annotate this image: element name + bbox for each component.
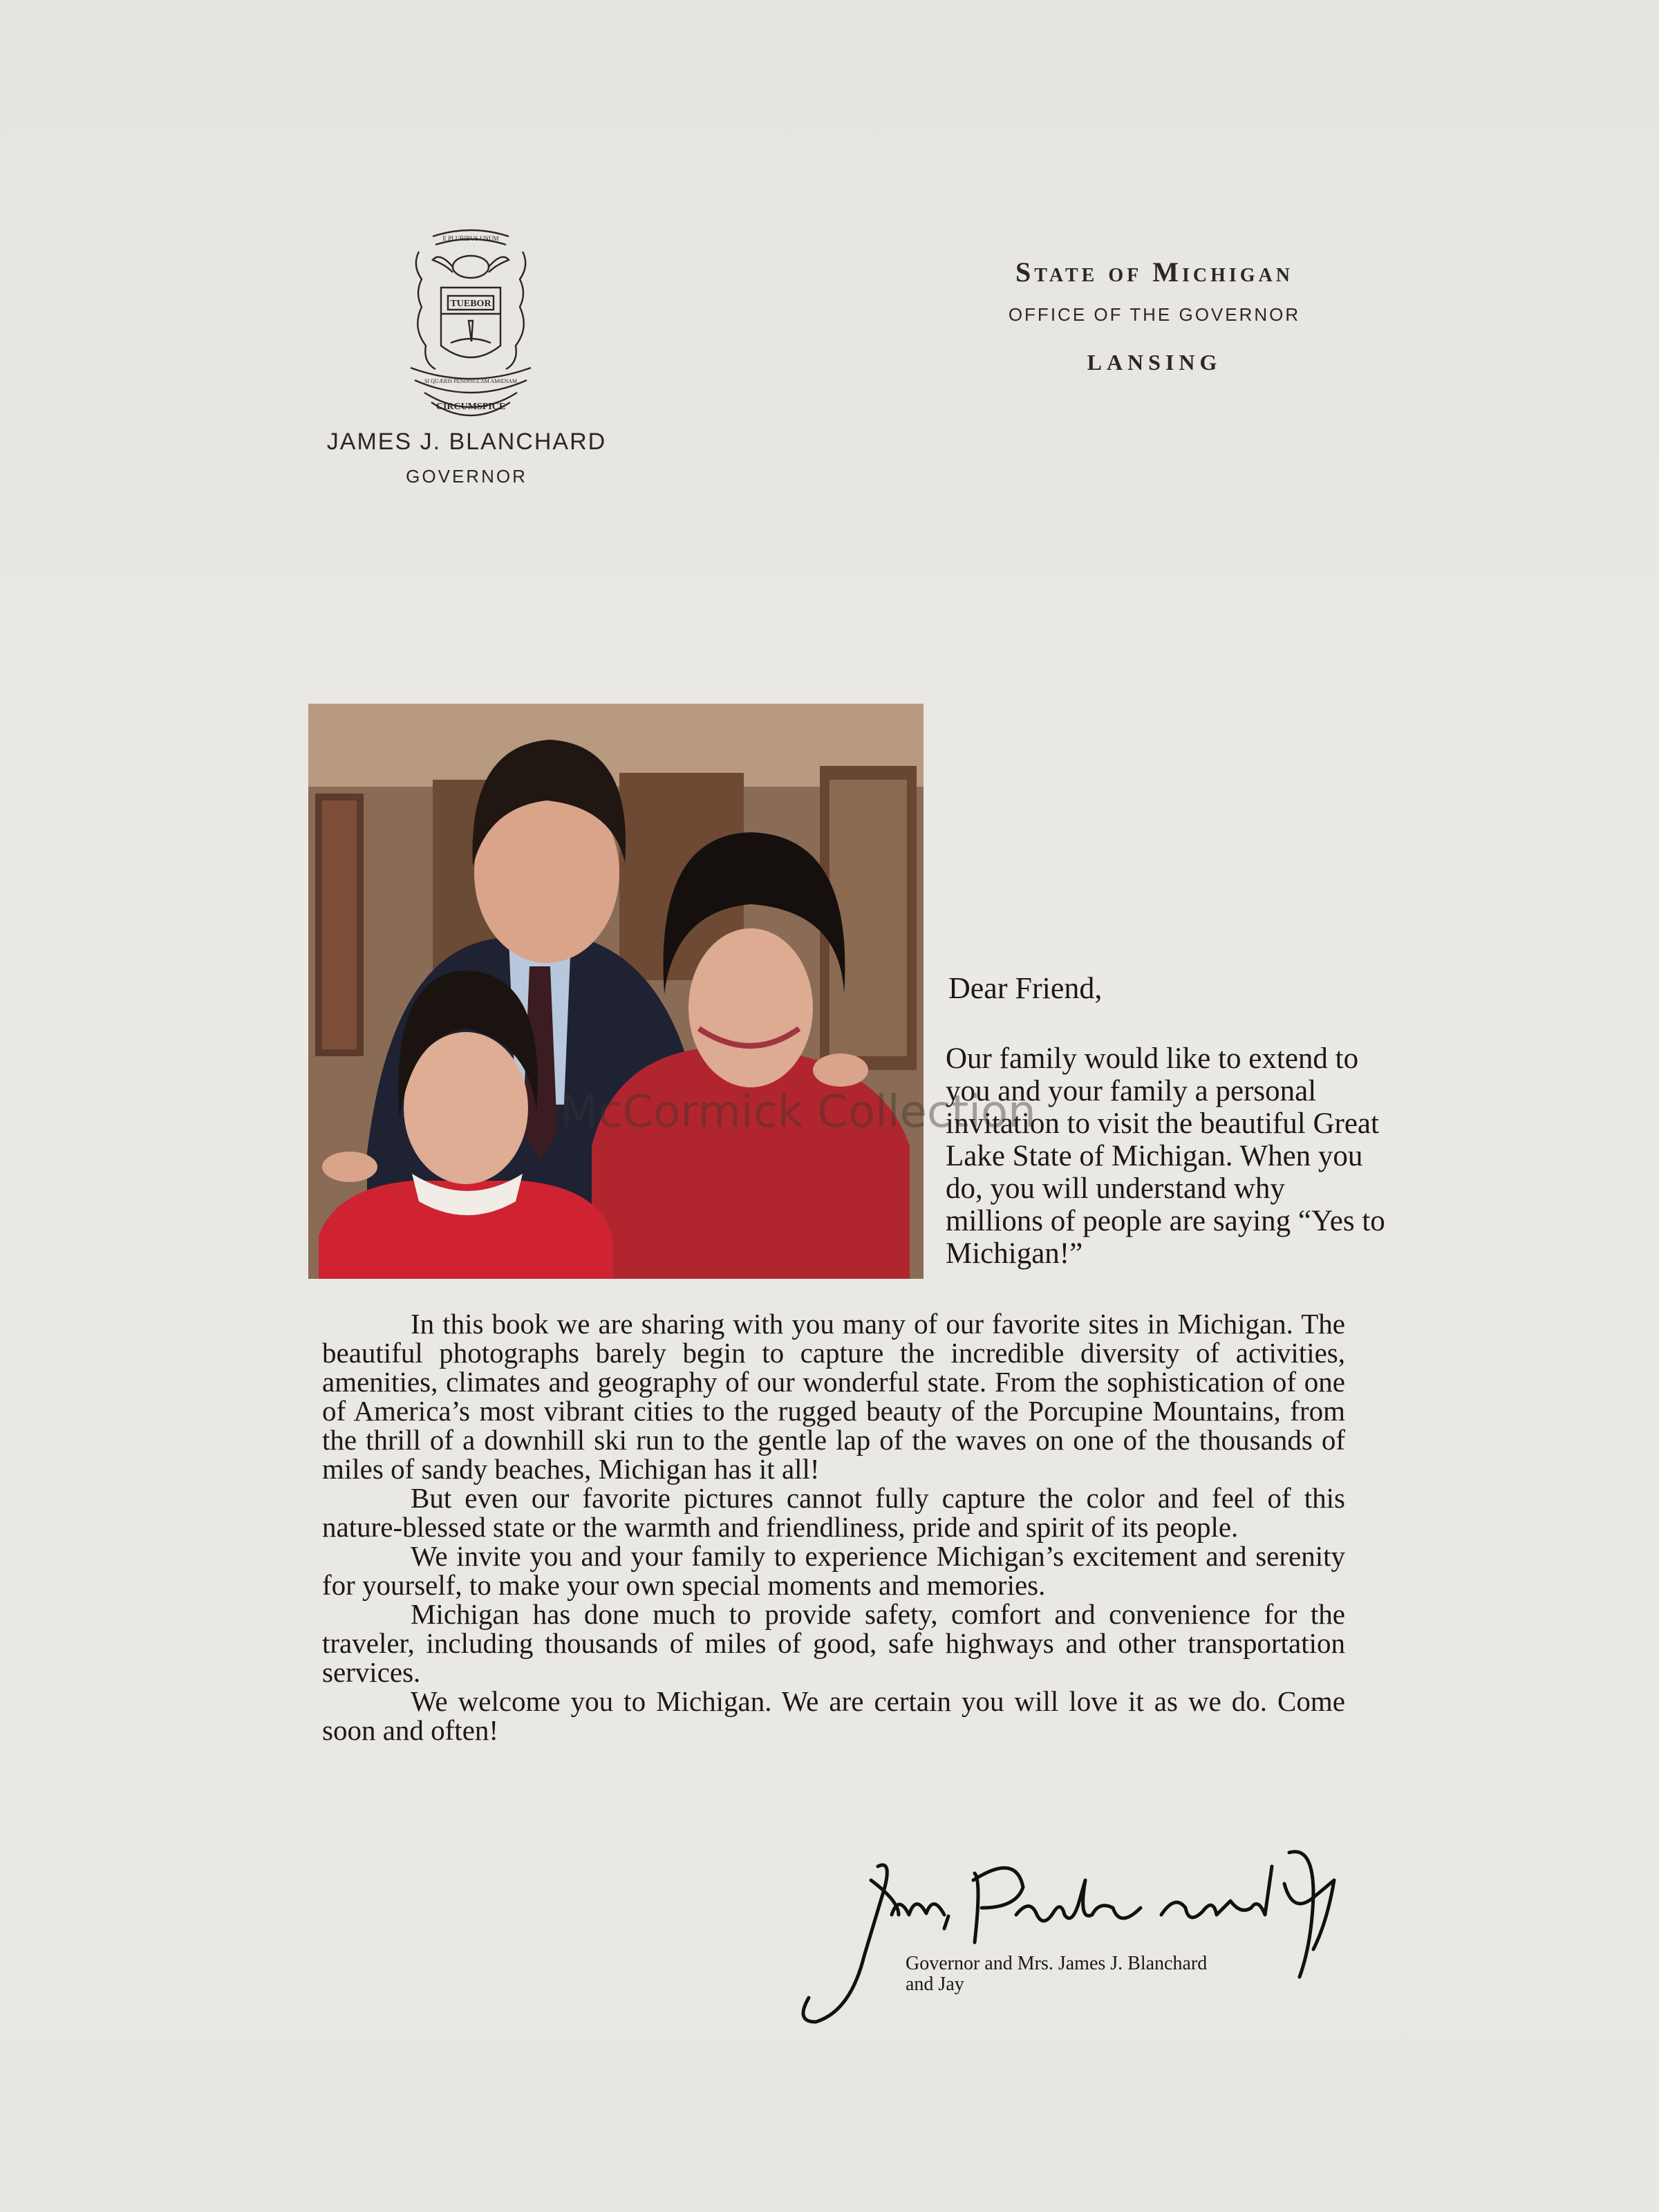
signature-caption-line1: Governor and Mrs. James J. Blanchard [906,1953,1208,1974]
family-photo [308,704,924,1279]
seal-ribbon: SI QUÆRIS PENINSULAM AMŒNAM [424,378,518,384]
city-title: LANSING [1087,350,1222,375]
signature-caption-line2: and Jay [906,1974,964,1995]
seal-bottom-banner: CIRCUMSPICE [435,402,506,412]
letter-paragraph: Michigan has done much to provide safety, comfort and convenience for the traveler, including thousands of miles of good, safe highways and other transportation services. [322,1598,1345,1688]
watermark: McCormick Collection [560,1087,1036,1138]
governor-title: GOVERNOR [406,466,527,487]
letter-paragraph: We welcome you to Michigan. We are certain you will love it as we do. Come soon and often! [322,1685,1345,1746]
handwritten-signature [788,1839,1341,2032]
michigan-seal-icon [391,224,550,424]
governor-name: JAMES J. BLANCHARD [326,429,607,455]
letter-greeting: Dear Friend, [948,971,1103,1005]
letter-body [322,1309,1345,1745]
letter-paragraph: We invite you and your family to experience Michigan’s excitement and serenity for yourself, to make your own special moments and memories. [322,1540,1345,1601]
letter-paragraph: But even our favorite pictures cannot fully capture the color and feel of this nature-blessed state or the warmth and friendliness, pride and spirit of its people. [322,1482,1345,1543]
letter-paragraph: In this book we are sharing with you many of our favorite sites in Michigan. The beautiful photographs barely begin to capture the incredible diversity of activities, amenities, climates and geography of our wonderful state. From the sophistication of one of America’s most vibrant cities to the rugged beauty of the Porcupine Mountains, from the thrill of a downhill ski run to the gentle lap of the waves on one of the thousands of miles of sandy beaches, Michigan has it all! [322,1308,1345,1485]
seal-motto: TUEBOR [450,299,491,309]
signature-caption [906,1953,1293,1995]
letter-intro: Our family would like to extend to you and your family a personal invitation to visit the beautiful Great Lake State of Michigan. When you do, you will understand why millions of people are saying “Yes to Michigan!” [946,1042,1385,1270]
office-title: OFFICE OF THE GOVERNOR [1008,304,1301,325]
seal-top-banner: E PLURIBUS UNUM [442,235,499,242]
state-title: State of Michigan [1015,256,1293,288]
